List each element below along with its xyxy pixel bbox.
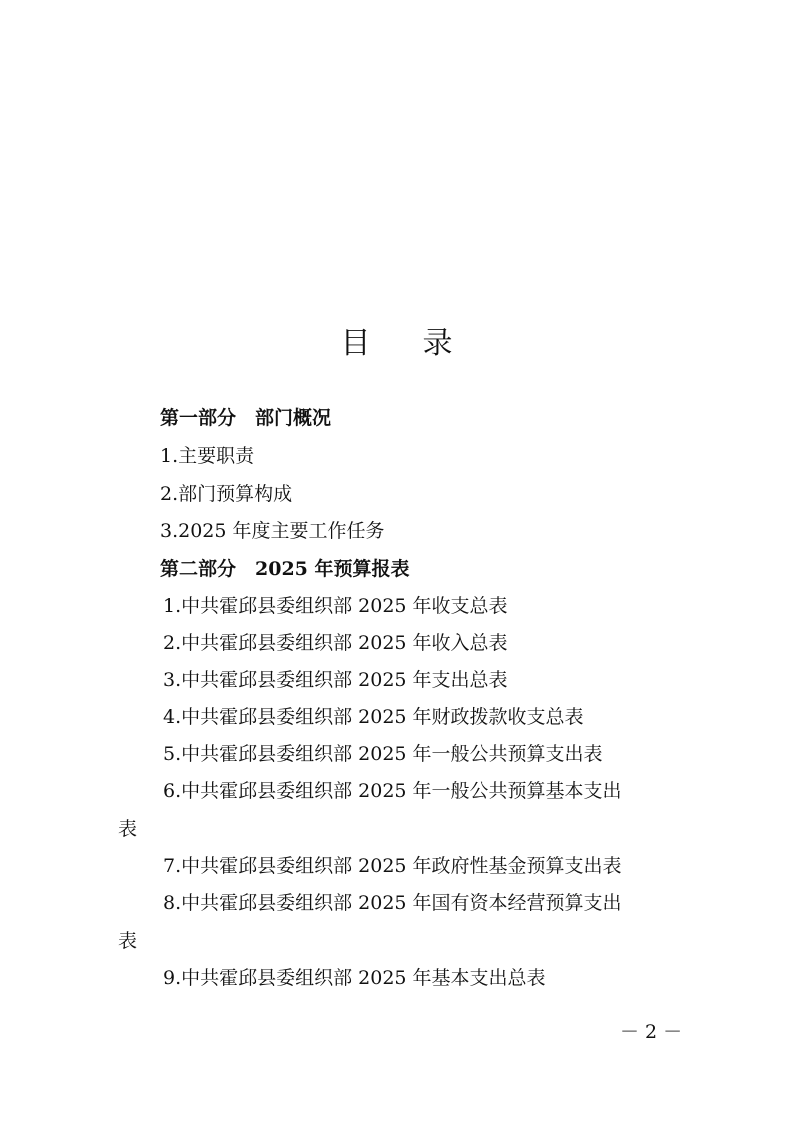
toc-item: 1.中共霍邱县委组织部 2025 年收支总表 (163, 595, 508, 617)
toc-item: 3.2025 年度主要工作任务 (160, 520, 385, 542)
toc-item: 4.中共霍邱县委组织部 2025 年财政拨款收支总表 (163, 706, 584, 728)
toc-item: 9.中共霍邱县委组织部 2025 年基本支出总表 (163, 967, 546, 989)
toc-title-left: 目 (340, 326, 371, 361)
toc-item: 5.中共霍邱县委组织部 2025 年一般公共预算支出表 (163, 743, 603, 765)
part1-heading: 第一部分 部门概况 (160, 407, 332, 429)
toc-title (0, 318, 793, 362)
toc-item: 8.中共霍邱县委组织部 2025 年国有资本经营预算支出 (163, 892, 622, 914)
toc-item: 3.中共霍邱县委组织部 2025 年支出总表 (163, 669, 508, 691)
toc-item-wrap: 表 (118, 930, 138, 952)
toc-item: 2.部门预算构成 (160, 483, 293, 505)
toc-item: 7.中共霍邱县委组织部 2025 年政府性基金预算支出表 (163, 855, 622, 877)
toc-title-right: 录 (422, 326, 453, 361)
toc-item: 6.中共霍邱县委组织部 2025 年一般公共预算基本支出 (163, 780, 622, 802)
part2-heading: 第二部分 2025 年预算报表 (160, 558, 410, 580)
toc-item: 1.主要职责 (160, 445, 255, 467)
page-number: － 2 － (620, 1021, 683, 1043)
toc-item: 2.中共霍邱县委组织部 2025 年收入总表 (163, 632, 508, 654)
toc-item-wrap: 表 (118, 818, 138, 840)
